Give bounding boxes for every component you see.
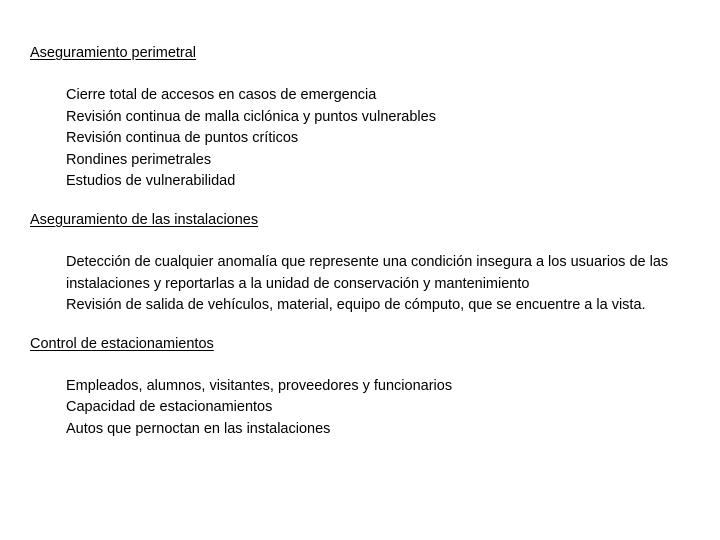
list-item: Autos que pernoctan en las instalaciones [66, 420, 331, 437]
list-item: Capacidad de estacionamientos [66, 399, 273, 416]
item-list [30, 376, 690, 441]
section-heading: Aseguramiento de las instalaciones [30, 211, 259, 228]
list-item: Estudios de vulnerabilidad [66, 173, 236, 190]
list-item: Cierre total de accesos en casos de emergencia [66, 87, 377, 103]
list-item: Revisión continua de puntos críticos [66, 130, 299, 147]
section-heading: Control de estacionamientos [30, 335, 214, 352]
item-list [30, 252, 690, 317]
list-item: Revisión continua de malla ciclónica y puntos vulnerables [66, 108, 436, 125]
list-item: Detección de cualquier anomalía que represente una condición insegura a los usuarios de las instalaciones y reportarlas a la unidad de conservación y mantenimiento [66, 253, 669, 292]
list-item: Revisión de salida de vehículos, material, equipo de cómputo, que se encuentre a la vista. [66, 297, 646, 314]
section-control-estacionamientos [30, 335, 690, 441]
list-item: Empleados, alumnos, visitantes, proveedores y funcionarios [66, 377, 453, 394]
section-aseguramiento-perimetral [30, 44, 690, 193]
document-body [30, 44, 690, 441]
list-item: Rondines perimetrales [66, 151, 212, 168]
item-list [30, 85, 690, 193]
section-heading: Aseguramiento perimetral [30, 45, 197, 61]
section-aseguramiento-instalaciones [30, 211, 690, 317]
